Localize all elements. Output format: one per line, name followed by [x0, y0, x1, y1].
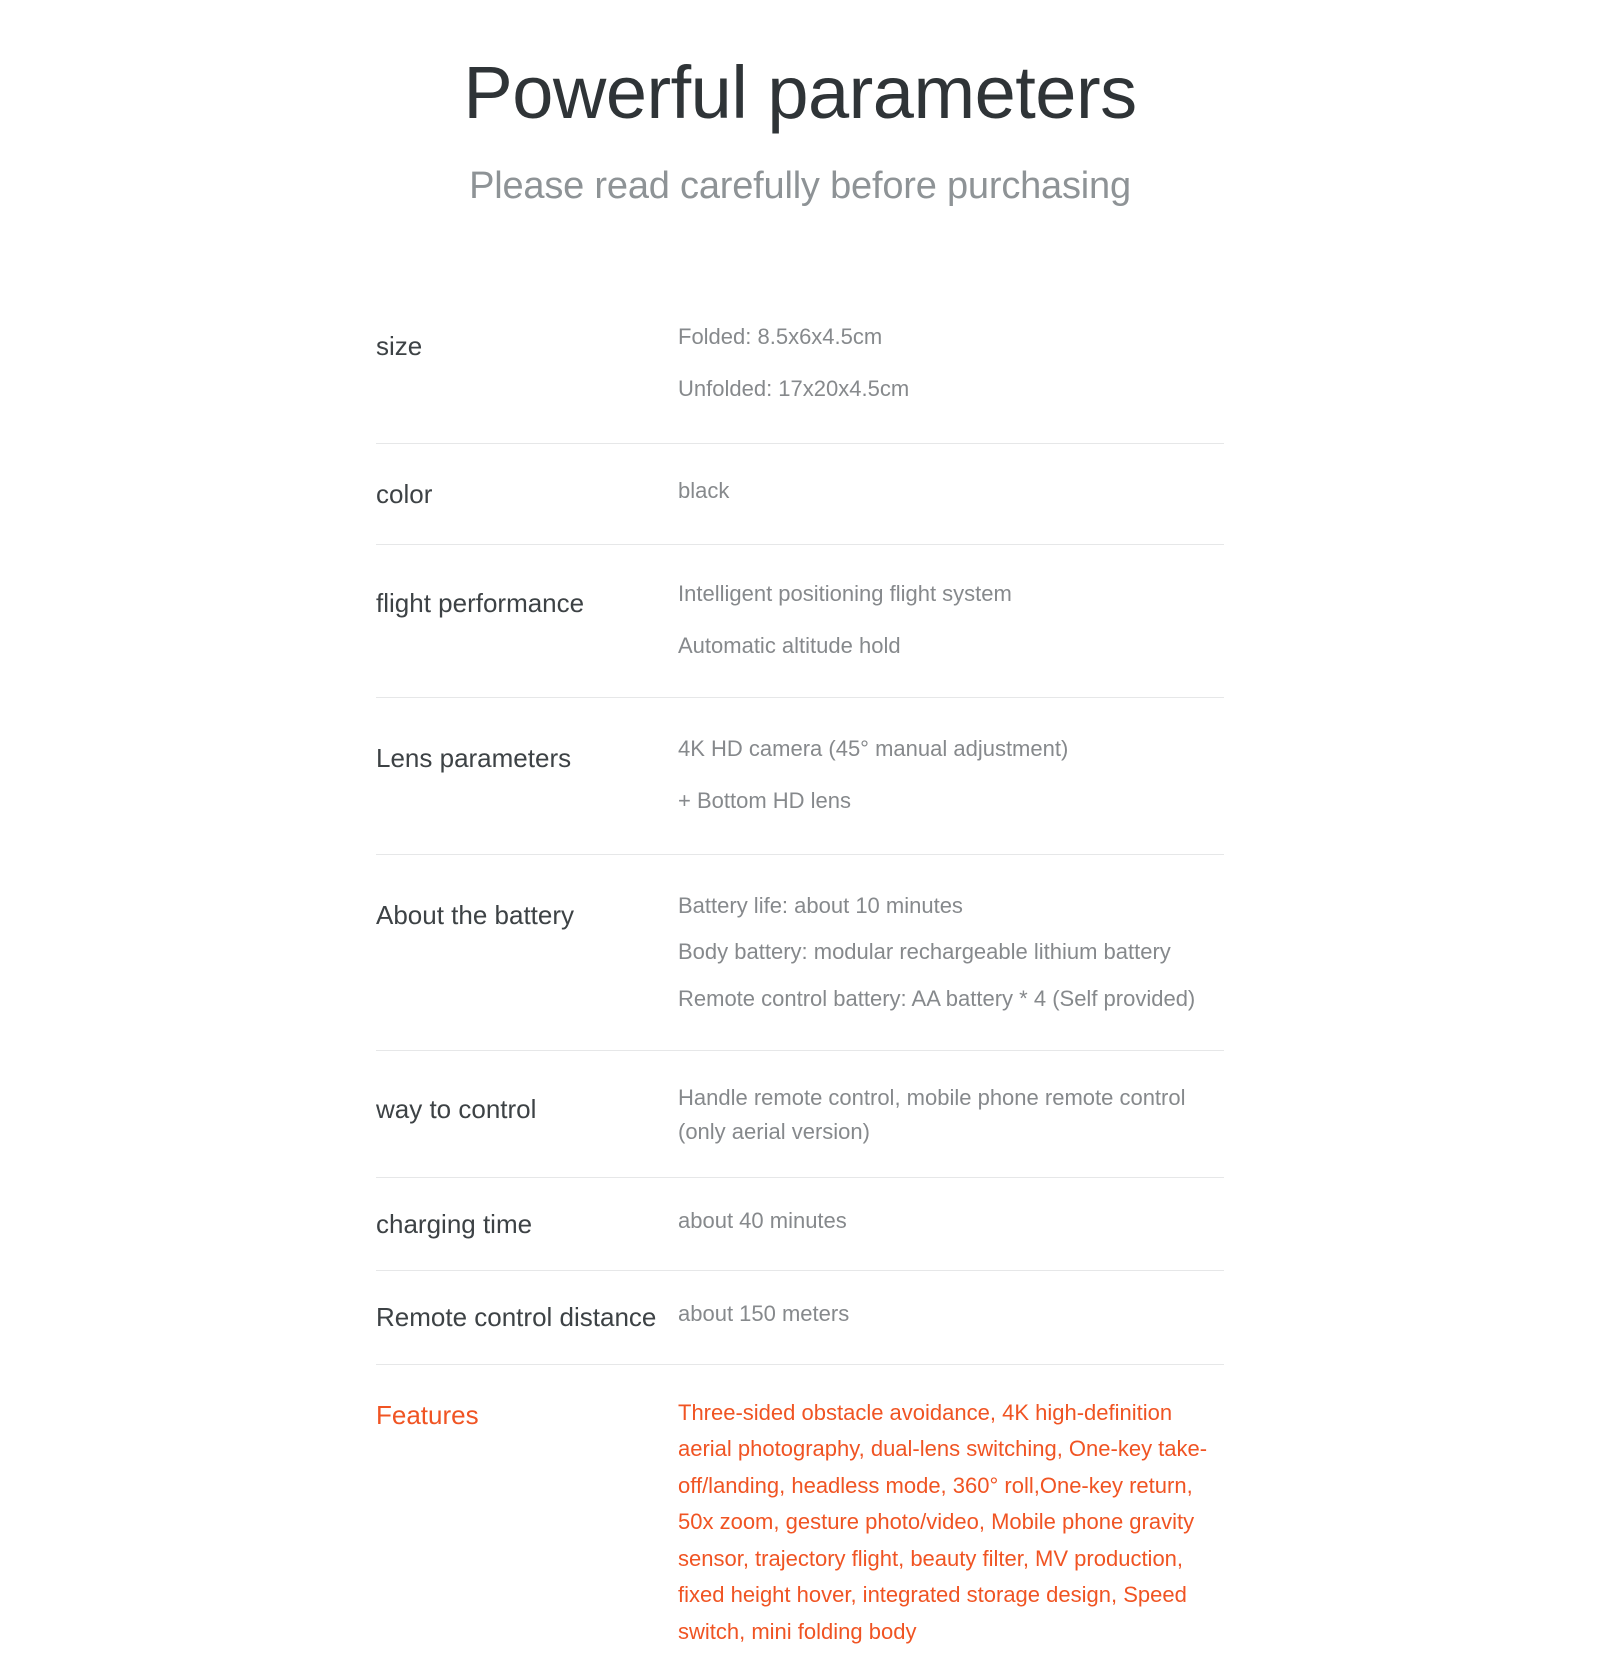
spec-value-line: Battery life: about 10 minutes: [678, 893, 963, 919]
spec-label-charging-time: charging time: [376, 1208, 533, 1239]
spec-values-charging-time: [678, 1204, 1224, 1238]
spec-values-way-to-control: [678, 1081, 1224, 1149]
spec-values-size: [678, 320, 1224, 406]
spec-label-remote-control-distance: Remote control distance: [376, 1302, 657, 1333]
spec-value-line: 4K HD camera (45° manual adjustment): [678, 736, 1069, 762]
spec-values-about-the-battery: [678, 889, 1224, 1015]
spec-label-about-the-battery: About the battery: [376, 900, 575, 931]
page-title: Powerful parameters: [463, 51, 1137, 134]
spec-value-line: + Bottom HD lens: [678, 788, 852, 814]
spec-values-flight-performance: [678, 577, 1224, 663]
spec-label-way-to-control: way to control: [376, 1093, 537, 1124]
spec-value-line: about 150 meters: [678, 1301, 850, 1327]
spec-label-color: color: [376, 478, 433, 509]
table-row: [376, 698, 1224, 855]
table-row: [376, 1051, 1224, 1178]
spec-value-line: black: [678, 477, 730, 503]
spec-label-flight-performance: flight performance: [376, 587, 585, 618]
spec-label-lens-parameters: Lens parameters: [376, 743, 572, 774]
table-row: [376, 1365, 1224, 1670]
table-row: [376, 1271, 1224, 1364]
spec-value-line: Intelligent positioning flight system: [678, 580, 1012, 606]
spec-value-line: Folded: 8.5x6x4.5cm: [678, 324, 883, 350]
specifications-table: [376, 286, 1224, 1670]
spec-value-line: Three-sided obstacle avoidance, 4K high-definition aerial photography, dual-lens switching, One-key take-off/landing, headless mode, 360° roll,One-key return, 50x zoom, gesture photo/video, Mobile phone gravity sensor, trajectory flight, beauty filter, MV production, fixed height hover, integrated storage design, Speed switch, mini folding body: [678, 1399, 1208, 1644]
spec-label-features: Features: [376, 1399, 479, 1430]
table-row: [376, 286, 1224, 443]
spec-value-line: Handle remote control, mobile phone remote control (only aerial version): [678, 1084, 1186, 1144]
spec-value-line: about 40 minutes: [678, 1207, 847, 1233]
spec-value-line: Automatic altitude hold: [678, 633, 901, 659]
spec-value-line: Unfolded: 17x20x4.5cm: [678, 376, 910, 402]
spec-values-lens-parameters: [678, 732, 1224, 818]
table-row: [376, 855, 1224, 1050]
page-subtitle: Please read carefully before purchasing: [469, 165, 1131, 208]
page-header: [0, 0, 1600, 208]
spec-values-features: [678, 1395, 1224, 1651]
table-row: [376, 1178, 1224, 1271]
table-row: [376, 444, 1224, 545]
spec-values-color: [678, 474, 1224, 508]
spec-label-size: size: [376, 331, 423, 362]
spec-value-line: Remote control battery: AA battery * 4 (Self provided): [678, 985, 1196, 1011]
spec-value-line: Body battery: modular rechargeable lithium battery: [678, 939, 1171, 965]
table-row: [376, 545, 1224, 698]
spec-values-remote-control-distance: [678, 1297, 1224, 1331]
